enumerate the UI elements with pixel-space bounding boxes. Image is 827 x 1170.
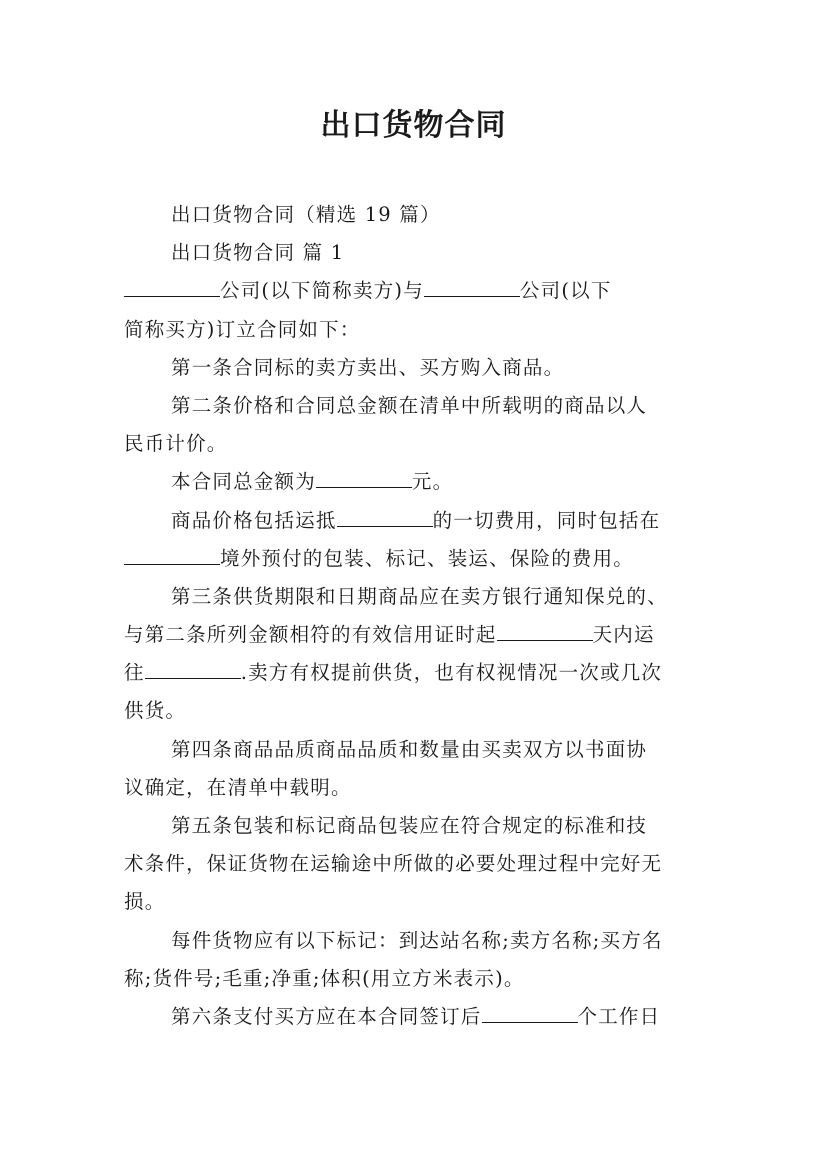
text-line: 第四条商品品质商品品质和数量由买卖双方以书面协: [171, 737, 648, 761]
text-line: 商品价格包括运抵 的一切费用，同时包括在: [124, 502, 706, 540]
fill-blank: [145, 656, 241, 679]
fill-blank: [497, 618, 593, 641]
text-line: 第一条合同标的卖方卖出、买方购入商品。: [171, 355, 565, 379]
document-body: [124, 196, 706, 1036]
text-line: 损。: [124, 890, 166, 914]
text-line: 第六条支付买方应在本合同签订后 个工作日: [124, 998, 706, 1036]
fill-blank: [424, 274, 520, 297]
fill-blank: [316, 465, 412, 488]
text-line: 议确定，在清单中载明。: [124, 775, 352, 799]
text-line: 供货。: [124, 699, 187, 723]
fill-blank: [482, 1000, 578, 1023]
fill-blank: [124, 542, 220, 565]
text-line: 第三条供货期限和日期商品应在卖方银行通知保兑的、: [171, 584, 668, 608]
text-line: 第二条价格和合同总金额在清单中所载明的商品以人: [171, 393, 648, 417]
text-line: 公司(以下简称卖方)与 公司(以下: [124, 272, 706, 310]
text-line: 出口货物合同 篇 1: [171, 241, 345, 265]
fill-blank: [124, 274, 220, 297]
text-line: 境外预付的包装、标记、装运、保险的费用。: [124, 540, 706, 578]
document-title: 出口货物合同: [320, 108, 507, 143]
text-line: 与第二条所列金额相符的有效信用证时起 天内运: [124, 616, 706, 654]
text-line: 每件货物应有以下标记：到达站名称;卖方名称;买方名: [171, 928, 663, 952]
text-line: 称;货件号;毛重;净重;体积(用立方米表示)。: [124, 966, 525, 990]
text-line: 第五条包装和标记商品包装应在符合规定的标准和技: [171, 814, 648, 837]
text-line: 往 .卖方有权提前供货，也有权视情况一次或几次: [124, 654, 706, 692]
text-line: 本合同总金额为 元。: [124, 463, 706, 501]
text-line: 简称买方)订立合同如下：: [124, 317, 361, 341]
text-line: 民币计价。: [124, 432, 228, 456]
text-line: 术条件，保证货物在运输途中所做的必要处理过程中完好无: [124, 852, 663, 876]
fill-blank: [337, 504, 433, 527]
text-line: 出口货物合同（精选 19 篇）: [171, 203, 441, 226]
